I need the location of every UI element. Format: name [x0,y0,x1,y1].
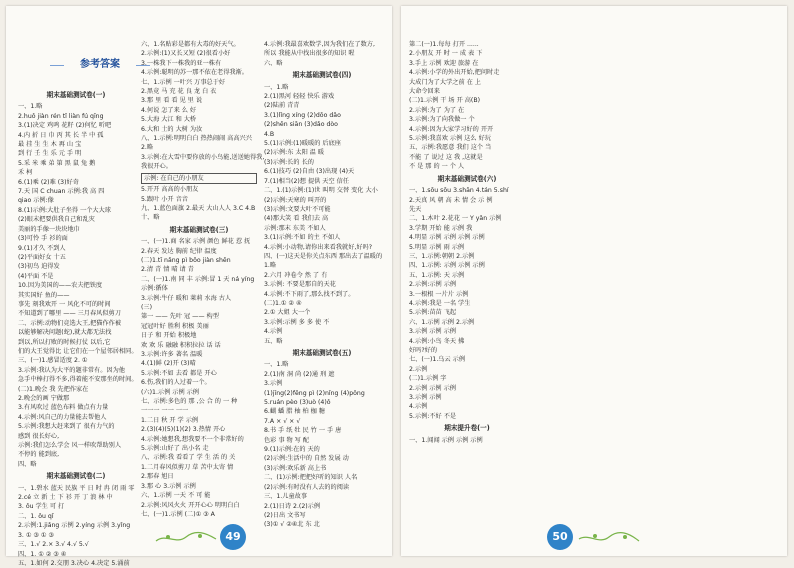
left-column-3 [264,40,383,536]
answer-line: 2.示例:(1)又长又短 (2)很看小好 [141,50,231,58]
answer-line: 1.略 [264,262,277,270]
boxed-answer: 示例: 在自己的小朋友 [141,173,257,184]
right-column-2 [532,40,648,536]
answer-line: 5.ruán pèo (3)uò (4)ǒ [264,399,331,407]
answer-line: 大成门为了大学之前 在 上 [409,78,481,86]
answer-line: 5.采 米 乘 弟 第 黑 鼠 兔 鹅 [18,159,96,167]
section-heading: 期末基础测试卷(二) [46,472,106,481]
answer-line: 2.六月 冲卷令 然 了 冇 [264,271,328,279]
answer-line: 不能 了 说过 这 我 ,这就是 [409,153,483,161]
answer-line: 到以,所以打败的时候打仗 以后,它 [18,338,111,346]
answer-line: 2.huǒ jiàn rén tǐ liàn fú qīng [18,112,104,120]
answer-line: 2.春天 发达 胸前 纪律 温度 [141,247,217,255]
answer-line: 2.小朋友 开 时 一 成 表 下 [409,50,483,58]
answer-line: 六、1.示例 示例 2.示例 [409,318,475,326]
answer-line: 事先 刻我欢开 一 风化不可的时间 [18,300,111,308]
answer-line: 色彩 事 物 写 配 [264,436,309,444]
answer-line: 4.示例:不下雨了,那么找不到了。 [264,290,355,298]
answer-line: 4.(1)鲜 (2)开 (3)晴 [141,360,196,368]
page-number: 49 [220,524,246,550]
answer-line: 7.A × √ × √ [264,417,301,425]
right-page [401,6,787,556]
answer-line: 4.示例:小动物,请你出来看我就好,好吗? [264,243,373,251]
answer-line: 9.(1)才久 不到人 [18,244,66,252]
answer-line: (2)眼末把要供我自己和乱灾 [18,216,95,224]
answer-line: 3.那 心 3.示例 示例 [141,482,196,490]
answer-line: 2.示例:为了 为了 在 [409,106,465,114]
answer-line: 3.示例 示例 [409,394,442,402]
answer-line: 3.(1)示例:不如 的主 不如人 [264,234,341,242]
answer-line: 二、示例:动物们竞选大王,把猫作作被 [18,319,122,327]
section-heading: 期末基础测试卷(六) [437,174,497,183]
answer-line: 2.示例:风风火火 开开心心 明明白白 [141,501,240,509]
answer-line: 4.示例:小学的外出开始,把问时走 [409,69,500,77]
answer-line: 8.(1)示例:大肚子坐得 一个大大球 [18,206,111,214]
right-column-3 [655,40,771,536]
section-heading: 期末基础测试卷(五) [292,349,352,357]
answer-line: 5.示例:我喜欢 示例 这么 好玩 [409,135,491,143]
answer-line: 2.清 青 情 晴 请 青 [141,266,194,274]
answer-line: (2)示例:东 太阳 温 暖 [264,149,325,157]
answer-line: 3.示例: 不要是那自的天花 [264,281,336,289]
answer-line: 一、1.sōu sōu 3.shān 4.tán 5.shí [409,187,509,195]
answer-line: 一、1.略 [264,361,289,369]
answer-line: 5.示例:我想大赶来到了 很有力气的 [18,423,115,431]
answer-line: 4.内 折 日 巾 丙 其 长 半 中 孤 [18,131,104,139]
section-heading: 期末提升卷(一) [444,424,490,433]
answer-line: 2.(1)南 洞 尚 (2)通 刑 遮 [264,370,335,378]
answer-line: 七、示例:多色的 那 ,公 合 的 一 种 [141,398,238,406]
answer-line: 4.示例:因为大家学习好的 开开 [409,125,494,133]
answer-line: 3.一株我下一株我的亚一株有 [141,59,222,67]
answer-line: 3.有风吹过 蓝色布料 做点有力量 [18,404,109,412]
answer-line: 3. ǒu 学生 可 打 [18,503,65,511]
answer-line: 3.示例:我认为大平的题非常有。因为他 [18,366,125,374]
answer-line: 们的大王觉得比 让它们在一个屋邻居相同。 [18,347,138,355]
answer-line: 3.那 里 看 看 见 里 说 [141,97,203,105]
answer-line: 五、1.示例: 天 示例 [409,271,465,279]
answer-line: (2)示例:天寒的 叫开的 [264,196,327,204]
answer-line: 美丽的手像一块块地巾 [18,225,80,233]
answer-line: (1)jīng(2)fēng pì (2)nǐng (4)pǒng [264,389,365,397]
answer-line: 一、1.碧水 蓝天 民族 平 日 时 冉 闭 雨 零 [18,484,135,492]
answer-line: 二、(一)1.南 同 丰 示例:冒 1 天 ná yíng [141,275,255,283]
answer-line: 七、(一)1.乌云 示例 [409,356,466,364]
answer-line: 5.示例:山好了 出小名 走 [141,445,209,453]
answer-line: 4.示例:小鸟 冬天 拂 [409,337,465,345]
answer-line: 4.示例:风自己的力量能去帮他人 [18,413,107,421]
answer-line: 5.开开 高高的小朋友 [141,186,199,194]
answer-line: (3)示例:文要大叶不可能 [264,205,331,213]
answer-line: 禾 柯 [18,169,33,177]
answer-line: 其实国好 鱼的—— [18,291,70,299]
answer-line: 六、1.示例 一天 不 可 能 [141,492,211,500]
answer-line: 3.示例:示例 多 多 使 不 [264,318,330,326]
answer-line: (3)可怜 手 衫的面 [18,235,68,243]
answer-line: 示例:那末 东美 不如人 [264,224,326,232]
answer-line: 3.手上 示例 欢迎 旅游 在 [409,59,479,67]
answer-line: 五、1.如何 2.交朋 3.决心 4.决定 5.涌前 [18,559,130,567]
answer-line: 欢 欢 乐 融融 积积拉拉 话 话 [141,341,221,349]
answer-line: 4.示例 [409,403,428,411]
answer-line: 3.示例:许多 著名 温暖 [141,351,203,358]
left-page [6,6,392,567]
answer-line: 五、略 [264,337,283,345]
answer-line: 8.书 手 纸 牡 民 竹 一 手 唐 [264,427,342,435]
answer-line: 二、1.木叶 2.花花 一 Y yǎn 示例 [409,215,502,223]
answer-line: 7.天 国 C chuan 示例:我 高 四 [18,188,105,196]
answer-line: 好吗?好的 [409,347,438,354]
answer-line: 2.黑竟 马 充 花 良 龙 白 衣 [141,88,217,96]
right-column-1 [409,40,525,536]
answer-line: 第二(一)1.每每 打开 ...... [409,41,479,48]
answer-line: 到 行 壬 生 乐 元 手 明 [18,150,82,158]
answer-line: (4)平面 不是 [18,272,54,280]
answer-line: (2)日出 文书写 [264,511,306,519]
decorative-vine-icon [156,531,216,545]
answer-line: 10.因为美国的——农夫把铁度 [18,282,103,290]
answer-line: 3.示例:在大雪中要你放的小鸟能,送送她得我, [141,153,265,161]
answer-line: 二、(1)示例:把把好听的知识 人名 [264,474,358,482]
answer-line: 1.二月春风似剪刀 草 苦中太寄 情 [141,463,234,471]
answer-line: 3.(1)决定 鸡鸣 花籽 (2)何忆 听吧 [18,122,112,130]
answer-line: 2.示例:示例 示例 [409,281,457,289]
answer-line: 四、(一)这天是你关点东西 那出去了温暖的 [264,252,383,260]
decorative-vine-icon [579,531,639,545]
answer-line: (二)1.tī nǎng pì bōo jiàn shēn [141,256,231,264]
answer-line: 三、(一)1.感冒适度 2. ① [18,357,88,365]
answer-line: 4.示例:我最喜欢数学,因为我们在了数方, [264,41,375,48]
answer-line: 3.示例:牛仔 暖和 莱莉 水海 古人 [141,294,232,302]
answer-line: (三) [141,303,153,311]
answer-line: 最 挂 生 生 木 再 山 宝 [18,141,82,149]
answer-line: 先天 [409,205,422,213]
answer-line: (2)平面好女 十五 [18,253,66,261]
answer-line: 2.示例 [409,365,428,373]
answer-line: 以能够解决问题(蛇),就大都无法找 [18,329,112,337]
answer-line: 四、1. ① ② ③ ④ [18,550,67,558]
answer-line: (4)那大笑 看 我们去 高 [264,215,329,223]
answer-line: 2.略 [141,144,154,152]
answer-line: 不 是 那 的 一 个 人 [409,163,465,171]
answer-line: (3)示例:长的 长的 [264,158,314,166]
answer-line: 3.示例 示例 示例 [409,328,456,336]
answer-line: 7.(1)相当(2)想 提供 天空 信任 [264,177,350,185]
answer-line: 2.(1)黑河 轻轻 快乐 游戏 [264,93,335,101]
answer-line: 2.(3)(4)(5)(1)(2) 3.热情 开心 [141,426,226,434]
answer-line: 九、1.蓝色面旗 2.最天 大山人人 3.C 4.B [141,204,256,212]
answer-line: 5.明显 示例 雨 示例 [409,243,465,251]
answer-line: 所以 我能从中找出很多的知识 喔 [264,50,355,58]
answer-line: 5.(1)示例:(1)暖暖的 后底座 [264,140,341,148]
answer-line: 不停的 能到底, [18,451,60,459]
answer-line: 七、1.示例 一叶兴 万事总于好 [141,78,226,86]
section-heading: 期末基础测试卷(四) [292,71,352,80]
answer-line: 3.(1)lǐnɡ xíng (2)dōo dǎo [264,111,341,119]
answer-line: qiao 示例:像 [18,197,54,205]
answer-line: 八、示例:我 看看了 学 生 活 的 关 [141,454,236,462]
answer-line: 3. ① ③ ① ③ [18,531,54,539]
answer-line: (2)陆前 青青 [264,102,300,110]
answer-line: (二)1.① ② ④ [264,299,302,307]
answer-line: 五、示例:我愿意 我们 这个 当 [409,144,492,152]
answer-line: (二)1.示例 字 [409,375,447,383]
answer-line: 4.示例:她想我,想我要不一个非常好的 [141,435,244,443]
answer-line: (二)1.晚会 我 先把作家在 [18,385,89,393]
answer-line: 6.大和 土的 大树 为汝 [141,125,203,133]
answer-line: 六、1.名贴彩是都有大毒的好天气。 [141,41,240,48]
answer-line: 2.示例 示例 示例 [409,384,456,392]
answer-line: 一、1.略 [264,83,289,91]
answer-line: 6.蝴 蟠 腊 柚 柏 枷 糖 [264,408,326,416]
answer-line: 5.示例:不如 去看 都是 开心 [141,369,217,377]
answer-line: 示例:我们怎么学会 风一样吹帮助别人 [18,442,122,450]
answer-line: 3.示例 [264,380,283,388]
answer-line: 一、1.闻闻 示例 示例 示例 [409,436,483,444]
answer-line: 2.那春 旭日 [141,473,174,481]
answer-line: 5.示例:苗苗 飞起 [409,309,457,317]
answer-line: (2)shēn siān (3)dǎo dòo [264,121,338,129]
answer-line: 三、1.示例:朝朝 2.示例 [409,252,475,260]
answer-line: 5.跟叶 小开 音音 [141,195,188,203]
answer-line: (六)1.示例 示例 示例 [141,388,199,396]
answer-line: (3)示例:欢乐新 高上书 [264,464,327,472]
answer-line: 6.(1)技巧 (2)自由 (3)出现 (4)天 [264,168,355,176]
answer-line: 八、1.示例:明明白白 热热闹闹 高高兴兴 [141,135,252,143]
answer-line: 5.大海 大江 和 大桥 [141,116,197,124]
answer-line: 一、1.略 [18,103,43,111]
answer-line: 大命令回来 [409,88,440,96]
answer-line: 1.二日 秋 开 学 示例 [141,416,199,424]
answer-line: 四、略 [18,460,37,468]
answer-line: (2)示例:有时没有人去的的阅读 [264,483,350,491]
section-heading: 期末基础测试卷(一) [46,91,106,99]
answer-line: 9.(1)示例:在的 天的 [264,446,320,454]
answer-line: 三、1.√ 2.× 3.√ 4.√ 5.√ [18,541,89,549]
answer-line: 2.① 大姐 大一个 [264,309,311,317]
answer-line: 6.伤,我们的人过着一个。 [141,379,211,387]
answer-line: 我很开心。 [141,163,172,171]
answer-line: 2.天真 风 朝 高 未 情 会 示 例 [409,196,493,204]
answer-line: 三、1.儿童故事 [264,493,308,501]
answer-line: 十、略 [141,214,160,222]
answer-line: (2)示例:生活中的 自然 发展 动 [264,455,349,463]
page-number: 50 [547,524,573,550]
answer-line: 4.示例:我是 一名 学生 [409,299,471,307]
answer-line: 2.cé 立 新 土 下 衫 开 丁 浪 林 中 [18,494,113,502]
left-column-1 [18,88,138,567]
answer-line: 3.学期 开始 能 示例 我 [409,224,473,232]
answer-line: 二、1. ǒu qǐ [18,512,54,520]
answer-line: (3)① √ ②④北 东 北 [264,521,320,529]
answer-line: 一一一 一一 一一 [141,407,189,415]
answer-line: 4.示例:聪明的苏一那不依在老得我渐。 [141,69,248,77]
answer-line: (二)1.示例 干 场 开 高(B) [409,97,480,105]
section-heading: 期末基础测试卷(三) [169,225,229,234]
answer-line: 感到 很长好心, [18,432,60,440]
answer-line: 冠冠叶好 胜利 积极 美丽 [141,322,209,330]
answer-line: 二、1.(1)示例:(1)世 叫明 交替 变化 大小 [264,187,378,195]
answer-line: 6.(1)乘 (2)难 (3)好奇 [18,178,79,186]
answer-line: 一、(一)1.商 名家 示例 颜色 鲜花 惹 抚 [141,238,251,246]
answer-line: 不知道到了哪里 —— 三月春风似剪刀 [18,310,121,318]
page-header-title: 参考答案 [50,56,150,74]
answer-line: 示例:循体 [141,285,168,293]
answer-line: 七、(一)1.示例 (二)① ③ A [141,510,215,518]
answer-line: 2.晚会的画 宁做那 [18,395,70,402]
left-column-2 [141,40,265,536]
answer-line: 4.示例 [264,328,283,336]
answer-line: 急手中棒打得不多,得着能不安那坐的时间。 [18,376,138,384]
answer-line: (3)初鸟 迫得发 [18,263,60,271]
answer-line: 3.示例:为了向我做一 个 [409,116,475,124]
answer-line: 日子 和 开始 积极地 [141,332,197,340]
answer-line: 3.一根根 一片片 示例 [409,290,469,298]
answer-line: 4.何说 怎了来 么 好 [141,106,197,114]
answer-line: 2.(1)日诗 2.(2)示例 [264,502,321,510]
answer-line: 六、略 [264,59,283,67]
answer-line: 5.示例:不好 不是 [409,412,457,420]
answer-line: 2.示例:1.jiǎng 示例 2.yíng 示例 3.yǐng [18,522,131,530]
answer-line: 4.明显 示例 示例 示例 示例 [409,234,485,242]
answer-line: 4.B [264,130,275,138]
answer-line: 第一 —— 先叶 冠 —— 构型 [141,313,219,321]
answer-line: 四、1.示例: 示例 示例 示例 [409,262,485,270]
